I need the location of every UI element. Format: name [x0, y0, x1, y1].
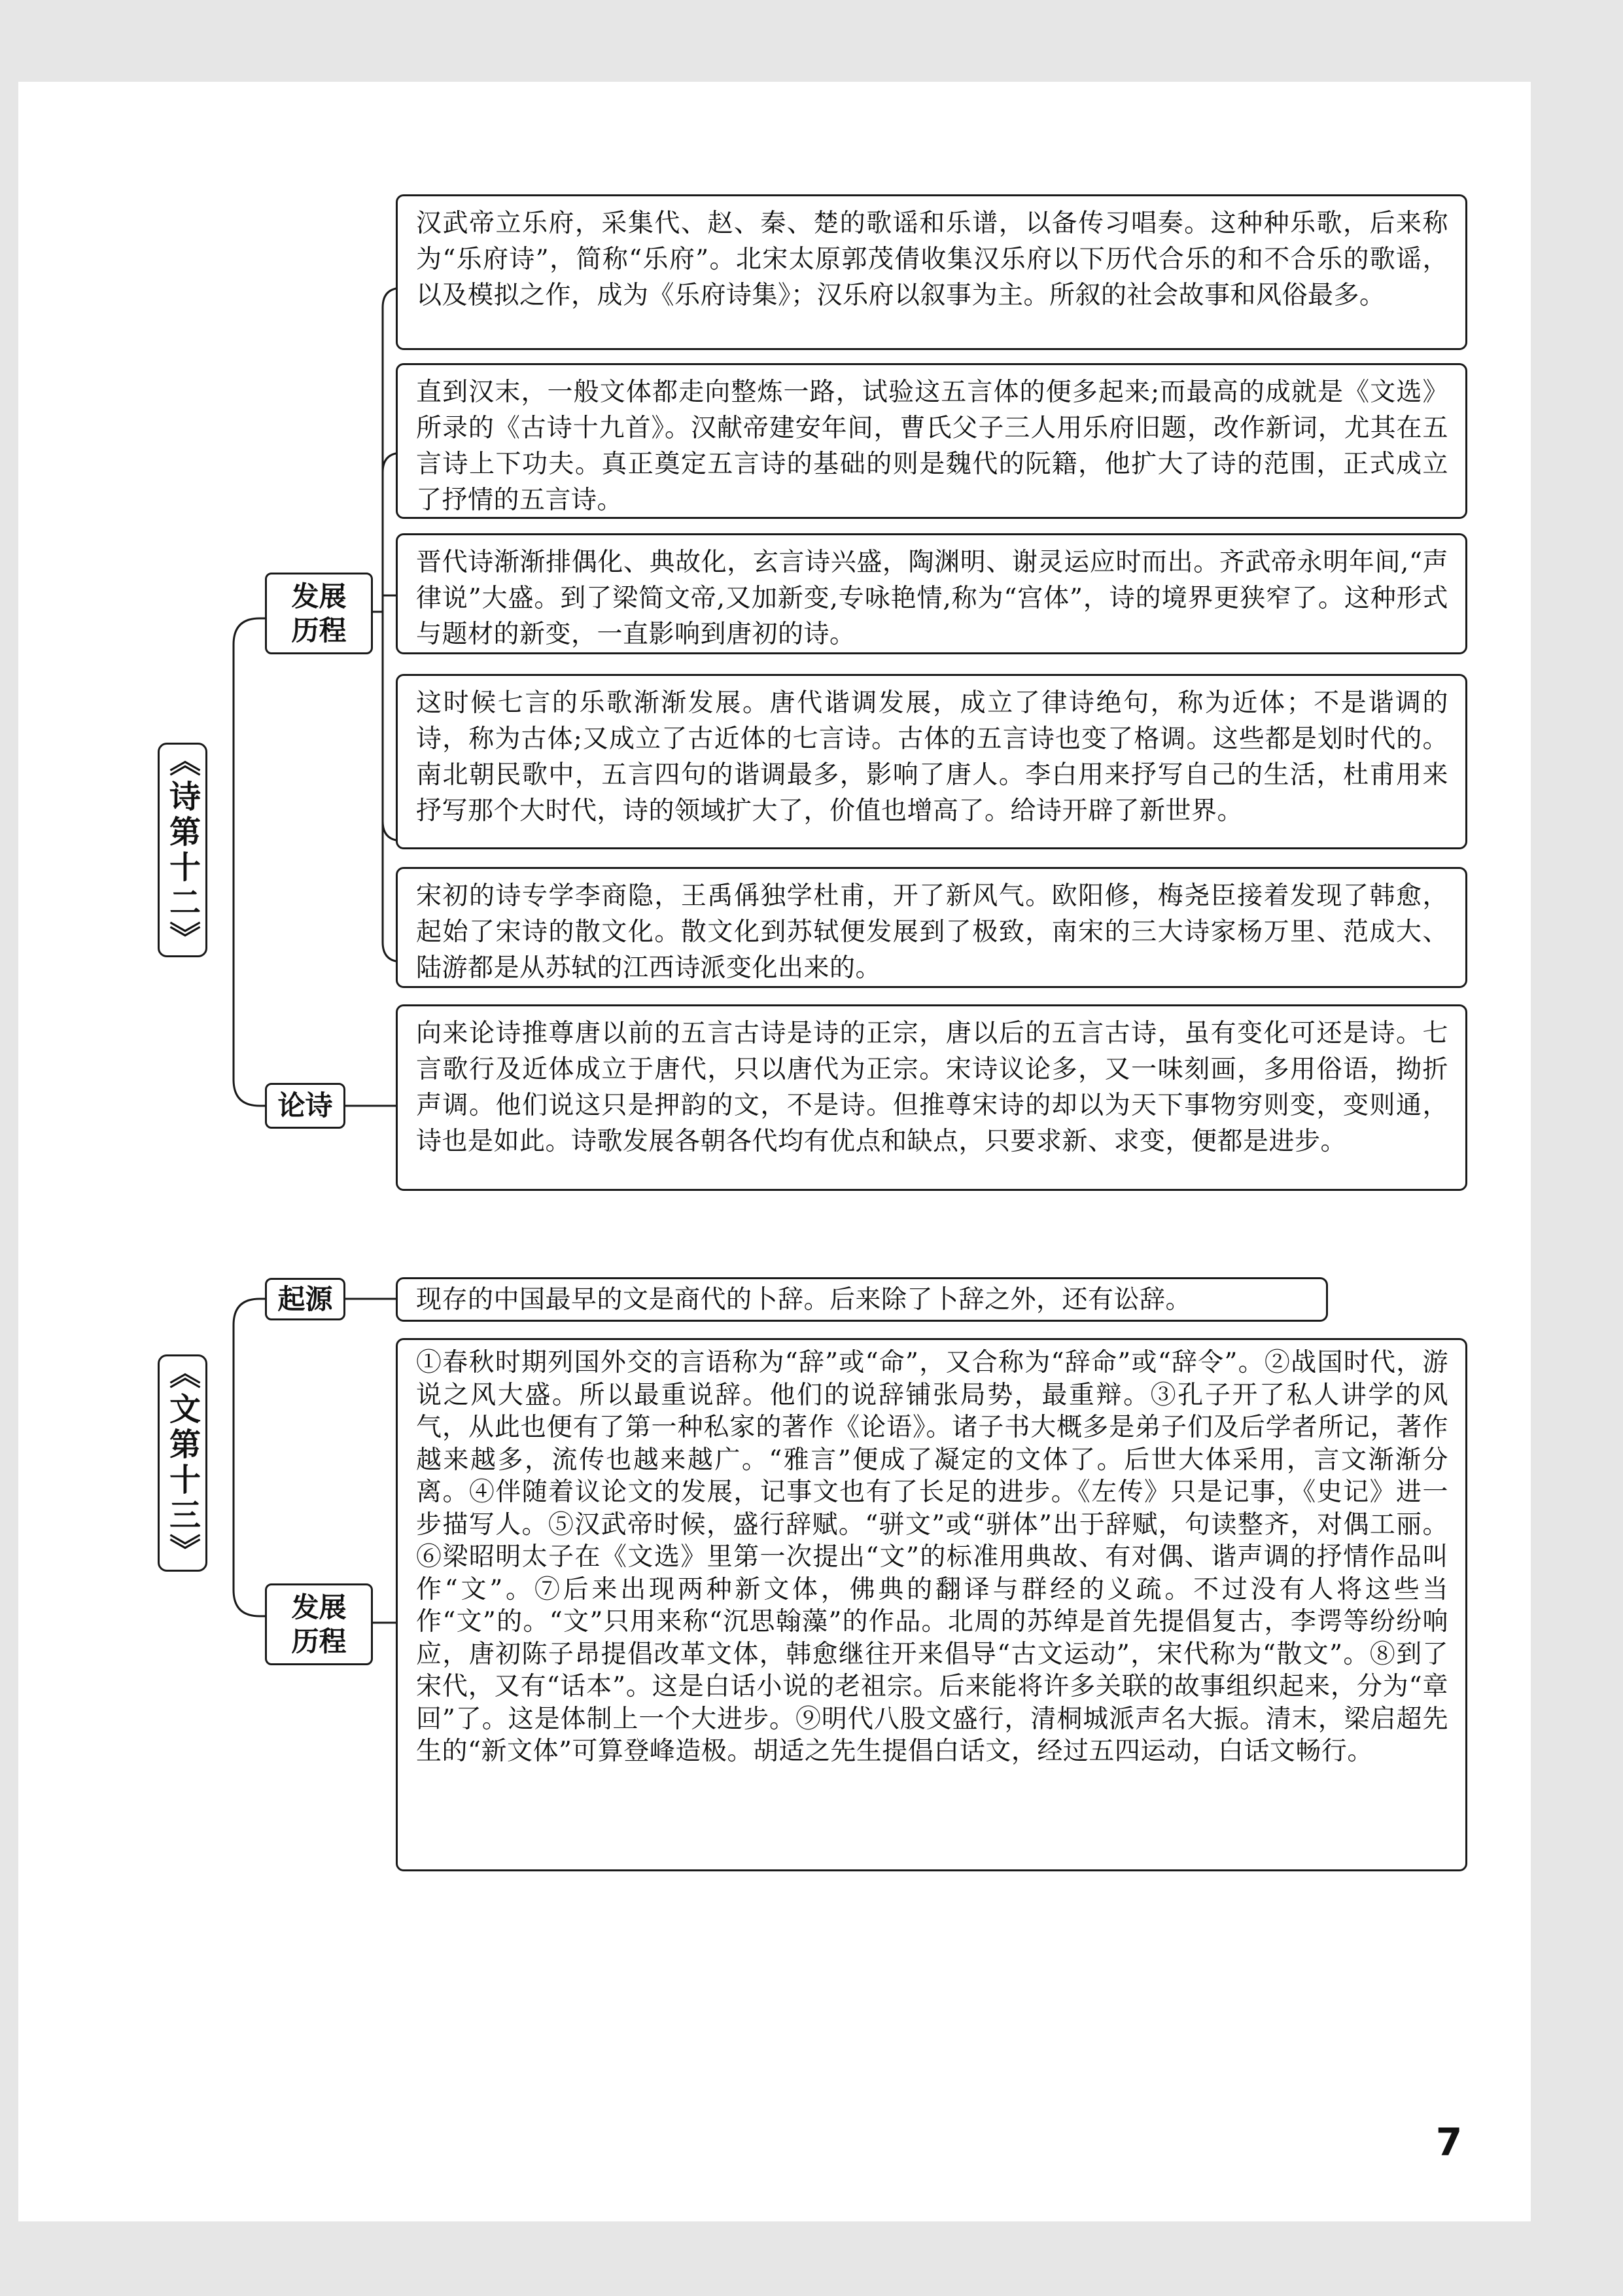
- prose-origin-box: [396, 1277, 1328, 1322]
- poetry-development-box-4: [396, 674, 1467, 849]
- connector-root2-trunk: [234, 1299, 265, 1616]
- poetry-theory-box: [396, 1004, 1467, 1191]
- poetry-development-label-bottom: 历程: [291, 614, 347, 646]
- poetry-development-text-5: 宋初的诗专学李商隐，王禹偁独学杜甫，开了新风气。欧阳修，梅尧臣接着发现了韩愈，起始了宋诗的散文化。散文化到苏轼便发展到了极致，南宋的三大诗家杨万里、范成大、陆游都是从苏轼的江西诗派变化出来的。: [416, 881, 1448, 983]
- poetry-development-box-2: [396, 363, 1467, 519]
- prose-root-title: 《文第十三》: [164, 1357, 201, 1569]
- prose-root-node: [158, 1354, 207, 1572]
- prose-origin-text: 现存的中国最早的文是商代的卜辞。后来除了卜辞之外，还有讼辞。: [416, 1285, 1192, 1315]
- poetry-development-label: [265, 573, 373, 654]
- connector-root1-trunk: [234, 618, 265, 1106]
- poetry-development-box-1: [396, 194, 1467, 350]
- poetry-development-text-3: 晋代诗渐渐排偶化、典故化，玄言诗兴盛，陶渊明、谢灵运应时而出。齐武帝永明年间,“声律说”大盛。到了梁简文帝,又加新变,专咏艳情,称为“宫体”，诗的境界更狭窄了。这种形式与题材的新变，一直影响到唐初的诗。: [416, 548, 1448, 649]
- poetry-theory-label-text: 论诗: [277, 1089, 333, 1122]
- poetry-development-text-1: 汉武帝立乐府，采集代、赵、秦、楚的歌谣和乐谱，以备传习唱奏。这种种乐歌，后来称为“乐府诗”，简称“乐府”。北宋太原郭茂倩收集汉乐府以下历代合乐的和不合乐的歌谣，以及模拟之作，成为《乐府诗集》；汉乐府以叙事为主。所叙的社会故事和风俗最多。: [416, 209, 1448, 310]
- prose-development-label-bottom: 历程: [291, 1625, 347, 1657]
- prose-development-text: ①春秋时期列国外交的言语称为“辞”或“命”，又合称为“辞命”或“辞令”。②战国时代，游说之风大盛。所以最重说辞。他们的说辞铺张局势，最重辩。③孔子开了私人讲学的风气，从此也便有了第一种私家的著作《论语》。诸子书大概多是弟子们及后学者所记，著作越来越多，流传也越来越广。“雅言”便成了凝定的文体了。后世大体采用，言文渐渐分离。④伴随着议论文的发展，记事文也有了长足的进步。《左传》只是记事，《史记》进一步描写人。⑤汉武帝时候，盛行辞赋。“骈文”或“骈体”出于辞赋，句读整齐，对偶工丽。⑥梁昭明太子在《文选》里第一次提出“文”的标准用典故、有对偶、谐声调的抒情作品叫作“文”。⑦后来出现两种新文体，佛典的翻译与群经的义疏。不过没有人将这些当作“文”的。“文”只用来称“沉思翰藻”的作品。北周的苏绰是首先提倡复古，李谔等纷纷响应，唐初陈子昂提倡改革文体，韩愈继往开来倡导“古文运动”，宋代称为“散文”。⑧到了宋代，又有“话本”。这是白话小说的老祖宗。后来能将许多关联的故事组织起来，分为“章回”了。这是体制上一个大进步。⑨明代八股文盛行，清桐城派声名大振。清末，梁启超先生的“新文体”可算登峰造极。胡适之先生提倡白话文，经过五四运动，白话文畅行。: [416, 1348, 1448, 1766]
- poetry-development-text-2: 直到汉末，一般文体都走向整炼一路，试验这五言体的便多起来;而最高的成就是《文选》所录的《古诗十九首》。汉献帝建安年间，曹氏父子三人用乐府旧题，改作新词，尤其在五言诗上下功夫。真正奠定五言诗的基础的则是魏代的阮籍，他扩大了诗的范围，正式成立了抒情的五言诗。: [416, 378, 1448, 515]
- poetry-root-title: 《诗第十二》: [164, 745, 201, 957]
- poetry-root-node: [158, 743, 207, 957]
- page-number: 7: [1435, 2120, 1463, 2164]
- poetry-development-label-top: 发展: [291, 580, 347, 612]
- poetry-theory-text: 向来论诗推尊唐以前的五言古诗是诗的正宗，唐以后的五言古诗，虽有变化可还是诗。七言歌行及近体成立于唐代，只以唐代为正宗。宋诗议论多，又一味刻画，多用俗语，拗折声调。他们说这只是押韵的文，不是诗。但推尊宋诗的却以为天下事物穷则变，变则通，诗也是如此。诗歌发展各朝各代均有优点和缺点，只要求新、求变，便都是进步。: [416, 1019, 1448, 1156]
- poetry-development-box-5: [396, 867, 1467, 988]
- prose-origin-label: [265, 1278, 345, 1320]
- prose-development-label-top: 发展: [291, 1591, 347, 1623]
- prose-origin-label-text: 起源: [277, 1282, 333, 1315]
- prose-development-box: [396, 1338, 1467, 1871]
- poetry-development-box-3: [396, 533, 1467, 654]
- poetry-development-text-4: 这时候七言的乐歌渐渐发展。唐代谐调发展，成立了律诗绝句，称为近体；不是谐调的诗，称为古体;又成立了古近体的七言诗。古体的五言诗也变了格调。这些都是划时代的。南北朝民歌中，五言四句的谐调最多，影响了唐人。李白用来抒写自己的生活，杜甫用来抒写那个大时代，诗的领域扩大了，价值也增高了。给诗开辟了新世界。: [416, 688, 1448, 826]
- poetry-theory-label: [265, 1083, 345, 1129]
- prose-development-label: [265, 1583, 373, 1665]
